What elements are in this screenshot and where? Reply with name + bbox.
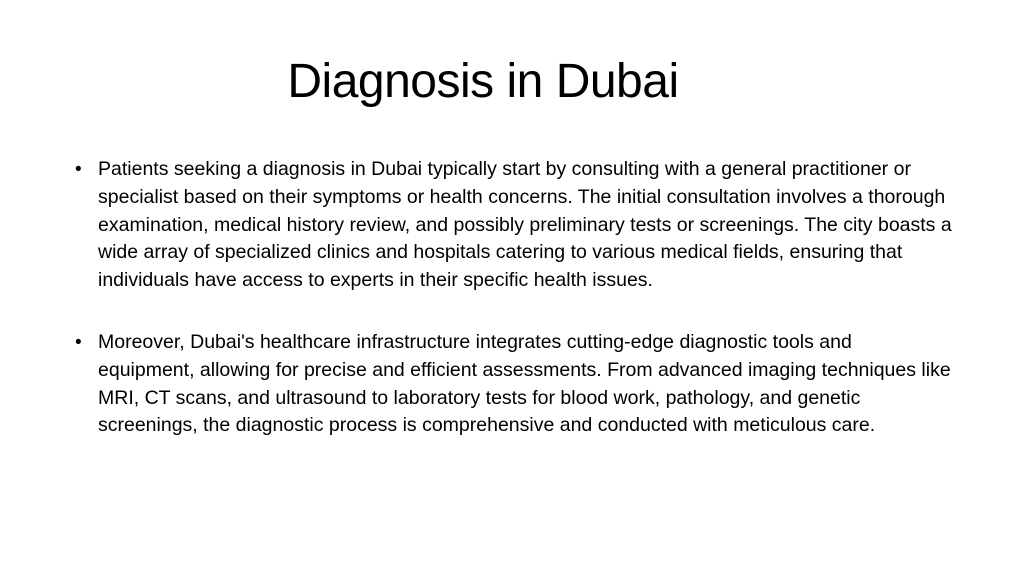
bullet-marker: • [75, 331, 82, 353]
slide-title: Diagnosis in Dubai [287, 55, 679, 108]
bullet-marker: • [75, 159, 82, 180]
bullet-text: Patients seeking a diagnosis in Dubai typically start by consulting with a general practitioner or specialist based on their symptoms or health concerns. The initial consultation involves a thorough examination, medical history review, and possibly preliminary tests or screenings. The city boasts a wide array of specialized clinics and hospitals catering to various medical fields, ensuring that individuals have access to experts in their specific health issues. [98, 158, 952, 292]
bullet-list [72, 156, 952, 474]
bullet-item [72, 156, 952, 295]
bullet-text: Moreover, Dubai's healthcare infrastructure integrates cutting-edge diagnostic tools and equipment, allowing for precise and efficient assessments. From advanced imaging techniques like MRI, CT scans, and ultrasound to laboratory tests for blood work, pathology, and genetic screenings, the diagnostic process is comprehensive and conducted with meticulous care. [98, 330, 951, 437]
bullet-item [72, 329, 952, 440]
